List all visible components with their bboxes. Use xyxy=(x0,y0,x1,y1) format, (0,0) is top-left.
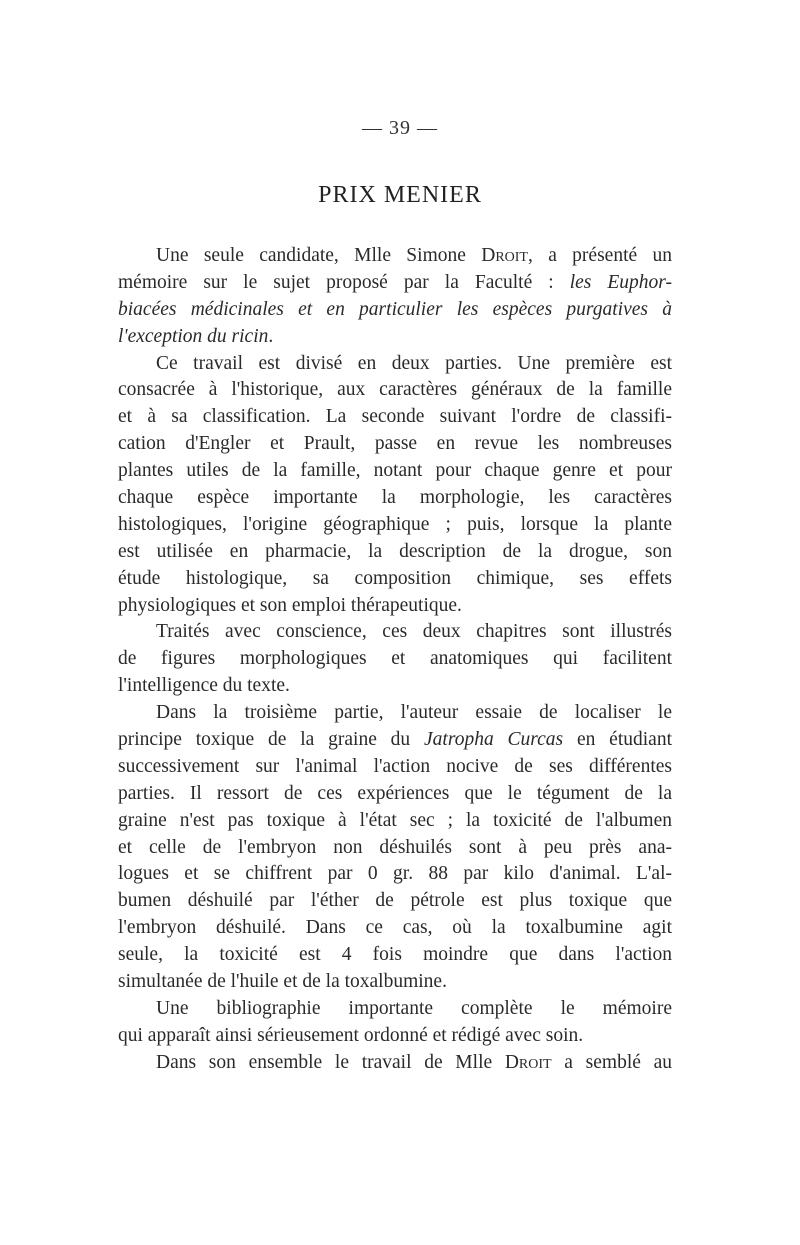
author-name: Droit xyxy=(504,1051,552,1073)
text-line xyxy=(118,915,672,942)
text-line xyxy=(118,888,672,915)
author-name: Droit xyxy=(481,245,528,266)
text-run: consacrée à l'historique, aux caractères généraux de la famille xyxy=(118,379,672,401)
text-run: bumen déshuilé par l'éther de pétrole est plus toxique que xyxy=(118,890,672,912)
paragraph xyxy=(118,996,672,1050)
text-run: Une bibliographie importante complète le mémoire xyxy=(156,997,672,1019)
text-line xyxy=(118,673,672,700)
text-run: histologiques, l'origine géographique ; puis, lorsque la plante xyxy=(118,513,672,535)
text-line xyxy=(118,835,672,862)
section-title: PRIX MENIER xyxy=(318,182,482,208)
text-run: Une seule candidate, Mlle Simone xyxy=(156,245,482,266)
text-run: cation d'Engler et Prault, passe en revue les nombreuses xyxy=(118,433,672,455)
text-run: . xyxy=(268,325,274,347)
text-line xyxy=(118,485,672,512)
italic-phrase: les Euphor- xyxy=(569,271,672,293)
italic-phrase: Jatropha Curcas xyxy=(424,729,564,751)
italic-phrase: biacées médicinales et en particulier les espèces purgatives à xyxy=(118,298,672,320)
text-run: Dans la troisième partie, l'auteur essaie de localiser le xyxy=(156,702,672,724)
text-run: et celle de l'embryon non déshuilés sont à peu près ana- xyxy=(118,836,672,858)
text-line xyxy=(118,1023,672,1050)
text-run: Ce travail est divisé en deux parties. Une première est xyxy=(156,352,672,374)
text-run: a semblé au xyxy=(551,1051,672,1073)
text-run: logues et se chiffrent par 0 gr. 88 par kilo d'animal. L'al- xyxy=(118,863,672,885)
text-line xyxy=(118,377,672,404)
text-run: l'intelligence du texte. xyxy=(118,675,290,697)
paragraph xyxy=(118,243,672,351)
text-line xyxy=(118,351,672,378)
text-run: simultanée de l'huile et de la toxalbumine. xyxy=(118,971,447,993)
text-run: l'embryon déshuilé. Dans ce cas, où la toxalbumine agit xyxy=(118,917,672,939)
text-run: est utilisée en pharmacie, la description de la drogue, son xyxy=(118,540,672,562)
text-line xyxy=(118,324,672,351)
text-run: en étudiant xyxy=(563,729,672,751)
text-run: physiologiques et son emploi thérapeutique. xyxy=(118,594,462,616)
text-line xyxy=(118,593,672,620)
text-line xyxy=(118,566,672,593)
text-run: de figures morphologiques et anatomiques qui facilitent xyxy=(118,648,672,670)
text-line xyxy=(118,754,672,781)
text-line xyxy=(118,942,672,969)
body-text xyxy=(118,243,672,1077)
text-line xyxy=(118,861,672,888)
text-run: et à sa classification. La seconde suivant l'ordre de classifi- xyxy=(118,406,672,428)
page-number: — 39 — xyxy=(362,117,438,139)
text-line xyxy=(118,431,672,458)
text-run: qui apparaît ainsi sérieusement ordonné et rédigé avec soin. xyxy=(118,1024,584,1046)
text-run: parties. Il ressort de ces expériences que le tégument de la xyxy=(118,782,672,804)
paragraph xyxy=(118,700,672,996)
text-run: graine n'est pas toxique à l'état sec ; la toxicité de l'albumen xyxy=(118,809,672,831)
text-line xyxy=(118,781,672,808)
text-line xyxy=(118,808,672,835)
text-line xyxy=(118,619,672,646)
text-run: Traités avec conscience, ces deux chapitres sont illustrés xyxy=(156,621,672,643)
text-run: mémoire sur le sujet proposé par la Faculté : xyxy=(118,271,570,293)
text-line xyxy=(118,700,672,727)
text-line xyxy=(118,1050,672,1077)
text-run: Dans son ensemble le travail de Mlle xyxy=(156,1051,505,1073)
text-line xyxy=(118,539,672,566)
text-run: chaque espèce importante la morphologie, les caractères xyxy=(118,487,672,509)
text-run: plantes utiles de la famille, notant pour chaque genre et pour xyxy=(118,460,672,482)
text-line xyxy=(118,270,672,297)
text-run: seule, la toxicité est 4 fois moindre que dans l'action xyxy=(118,944,672,966)
text-line xyxy=(118,458,672,485)
italic-phrase: l'exception du ricin xyxy=(118,325,269,347)
text-run: , a présenté un xyxy=(527,245,672,266)
text-run: principe toxique de la graine du xyxy=(118,729,424,751)
text-line xyxy=(118,297,672,324)
text-line xyxy=(118,969,672,996)
text-run: successivement sur l'animal l'action nocive de ses différentes xyxy=(118,755,672,777)
text-line xyxy=(118,646,672,673)
paragraph xyxy=(118,619,672,700)
paragraph xyxy=(118,1050,672,1077)
text-run: étude histologique, sa composition chimique, ses effets xyxy=(118,567,672,589)
text-line xyxy=(118,727,672,754)
text-line xyxy=(118,404,672,431)
text-line xyxy=(118,512,672,539)
paragraph xyxy=(118,351,672,620)
text-line xyxy=(118,243,672,270)
text-line xyxy=(118,996,672,1023)
